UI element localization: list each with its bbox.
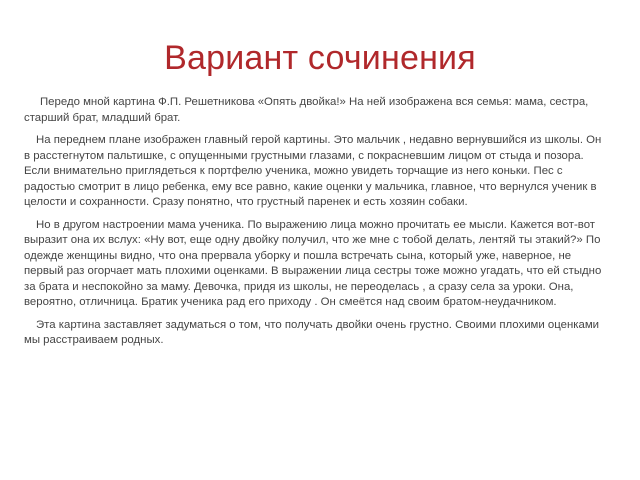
essay-paragraph-2: На переднем плане изображен главный герой картины. Это мальчик , недавно вернувшийся из школы. Он в расстегнутом пальтишке, с опущенными грустными глазами, с покрасневшим лицом от стыда и позора. Если внимательно приглядеться к портфелю ученика, можно увидеть торчащие из него коньки. Пес с радостью смотрит в лицо ребенка, ему все равно, какие оценки у мальчика, главное, что вернулся ученик в целости и сохранности. Сразу понятно, что грустный паренек и есть хозяин собаки. xyxy=(24,134,602,208)
slide-title: Вариант сочинения xyxy=(164,39,476,77)
essay-paragraph-4: Эта картина заставляет задуматься о том, что получать двойки очень грустно. Своими плохими оценками мы расстраиваем родных. xyxy=(24,318,600,346)
essay-paragraph-1: Передо мной картина Ф.П. Решетникова «Опять двойка!» На ней изображена вся семья: мама, сестра, старший брат, младший брат. xyxy=(24,96,589,124)
essay-body xyxy=(24,95,602,356)
essay-paragraph-3: Но в другом настроении мама ученика. По выражению лица можно прочитать ее мысли. Кажется вот-вот выразит она их вслух: «Ну вот, еще одну двойку получил, что же мне с тобой делать, лентяй ты этакий?» По одежде женщины видно, что она прервала уборку и пошла встречать сына, который уже, наверное, не первый раз огорчает мать плохими оценками. В выражении лица сестры тоже можно угадать, что ей стыдно за брата и неспокойно за маму. Девочка, придя из школы, не переоделась , а сразу села за уроки. Она, вероятно, отличница. Братик ученика рад его приходу . Он смеётся над своим братом-неудачником. xyxy=(24,218,602,308)
